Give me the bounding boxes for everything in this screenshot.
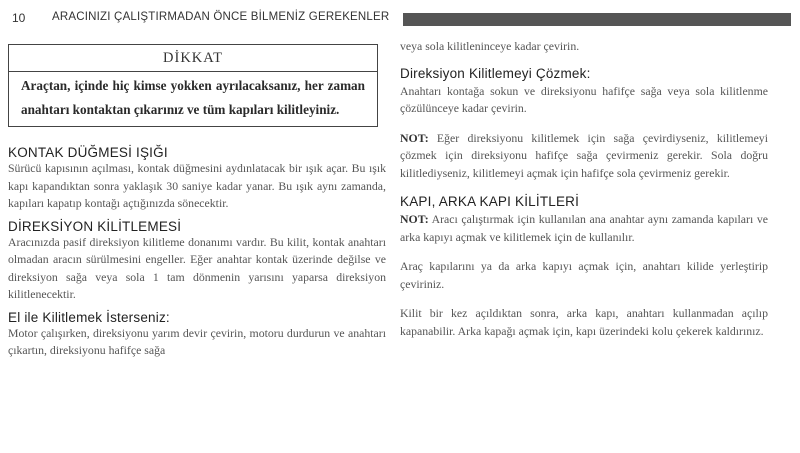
continuation-text: veya sola kilitleninceye kadar çevirin. xyxy=(400,39,580,53)
heading-door-locks: KAPI, ARKA KAPI KİLİTLERİ xyxy=(400,194,580,209)
unlock-steering-text: Anahtarı kontağa sokun ve direksiyonu hafifçe sağa veya sola kilitlenme çözülünceye kadar çevirin. xyxy=(400,83,768,115)
steering-lock-text: Aracınızda pasif direksiyon kilitleme donanımı vardır. Bu kilit, kontak anahtarı olmadan aracın sürülmesini engeller. Eğer anahtar kontak üzerinde değilse ve direksiyon sağa veya sola 1 tam dönmenin yarısını yaparsa direksiyon kilitlenecektir. xyxy=(8,234,386,301)
note-keys-text: Aracı çalıştırmak için kullanılan ana anahtar aynı zamanda kapıları ve arka kapıyı açmak ve kilitlemek için de kullanılır. xyxy=(400,212,768,244)
note-label: NOT: xyxy=(400,130,429,145)
warning-box xyxy=(8,44,378,127)
ignition-light-text: Sürücü kapısının açılması, kontak düğmesini aydınlatacak bir ışık açar. Bu ışık kapı kapandıktan sonra yaklaşık 30 saniye kadar yanar. Bu ışık aynı zamanda, kapıları kapatıp kontağı açtığınızda sönecektir. xyxy=(8,161,386,210)
tailgate-text: Kilit bir kez açıldıktan sonra, arka kapı, anahtarı kullanmadan açılıp kapanabilir. Arka kapağı açmak için, kapı üzerindeki kolu çekerek kaldırınız. xyxy=(400,306,768,338)
note-steering-text: Eğer direksiyonu kilitlemek için sağa çevirdiyseniz, kilitlemeyi çözmek için direksiyonu hafifçe sağa çevirmeniz gerekir. Sola doğru kilitlediyseniz, kilitlemeyi açmak için hafifçe sola çevirmeniz gerekir. xyxy=(400,130,768,180)
warning-text: Araçtan, içinde hiç kimse yokken ayrılacaksanız, her zaman anahtarı kontaktan çıkarınız ve tüm kapıları kilitleyiniz. xyxy=(21,78,365,117)
note-steering xyxy=(400,130,768,183)
heading-manual-lock: El ile Kilitlemek İsterseniz: xyxy=(8,309,170,325)
page-number: 10 xyxy=(12,11,26,25)
header-rule-bar xyxy=(403,13,791,26)
manual-lock-text: Motor çalışırken, direksiyonu yarım devir çevirin, motoru durdurun ve anahtarı çıkartın, direksiyonu hafifçe sağa xyxy=(8,325,386,357)
right-column xyxy=(400,38,768,352)
heading-steering-lock: DİREKSİYON KİLİTLEMESİ xyxy=(8,218,182,234)
left-column xyxy=(8,44,386,360)
running-title: ARACINIZI ÇALIŞTIRMADAN ÖNCE BİLMENİZ GEREKENLER xyxy=(52,11,390,23)
note-label: NOT: xyxy=(400,212,429,226)
heading-ignition-light: KONTAK DÜĞMESİ IŞIĞI xyxy=(8,145,168,160)
note-keys xyxy=(400,211,768,246)
warning-title: DİKKAT xyxy=(9,45,377,72)
doors-open-text: Araç kapılarını ya da arka kapıyı açmak için, anahtarı kilide yerleştirip çeviriniz. xyxy=(400,259,768,291)
page-header xyxy=(0,0,800,30)
heading-unlock-steering: Direksiyon Kilitlemeyi Çözmek: xyxy=(400,65,591,81)
